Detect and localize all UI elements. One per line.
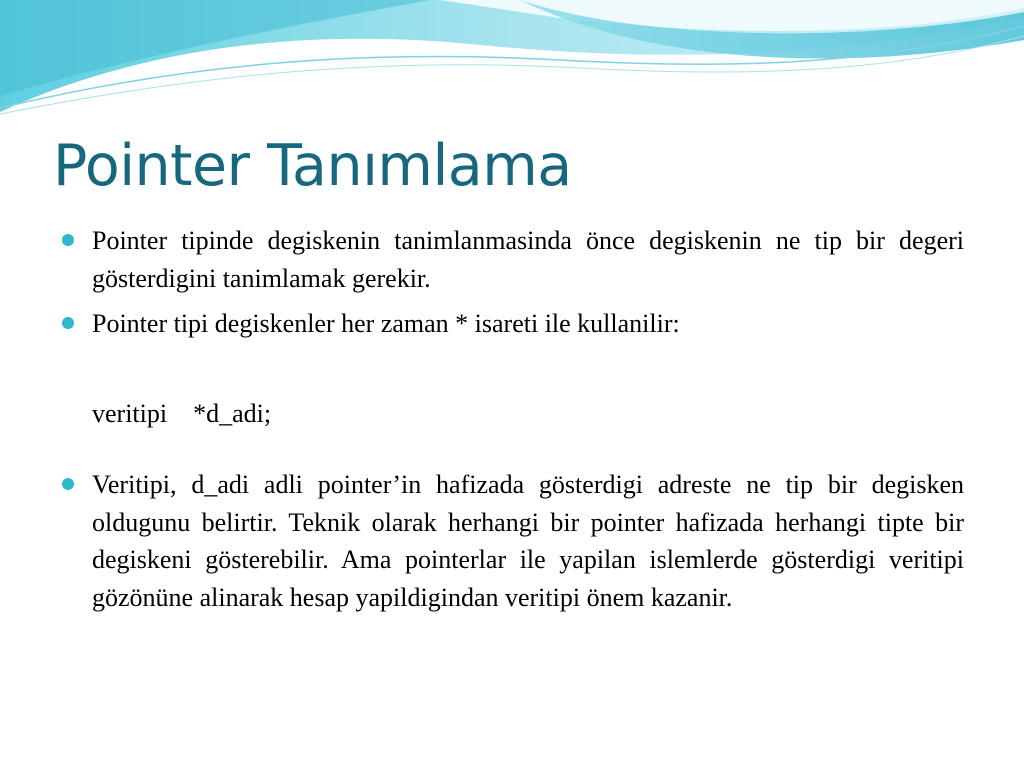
bullet-item bbox=[62, 222, 964, 297]
bullet-dot-icon bbox=[62, 478, 74, 490]
header-wave-decoration bbox=[0, 0, 1024, 120]
code-example: veritipi *d_adi; bbox=[92, 398, 272, 428]
slide-body bbox=[62, 222, 964, 616]
bullet-text: Veritipi, d_adi adli pointer’in hafizada gösterdigi adreste ne tip bir degisken oldugunu belirtir. Teknik olarak herhangi bir pointer hafizada herhangi tipte bir degiskeni gösterebilir. Ama pointerlar ile yapilan islemlerde gösterdigi veritipi gözönüne alinarak hesap yapildigindan veritipi önem kazanir. bbox=[92, 470, 964, 612]
bullet-dot-icon bbox=[62, 317, 74, 329]
bullet-text: Pointer tipi degiskenler her zaman * isareti ile kullanilir: bbox=[92, 309, 680, 338]
slide-title: Pointer Tanımlama bbox=[53, 133, 572, 199]
bullet-item bbox=[62, 466, 964, 616]
bullet-dot-icon bbox=[62, 234, 74, 246]
bullet-item bbox=[62, 305, 964, 343]
bullet-text: Pointer tipinde degiskenin tanimlanmasinda önce degiskenin ne tip bir degeri gösterdigini tanimlamak gerekir. bbox=[92, 226, 964, 293]
